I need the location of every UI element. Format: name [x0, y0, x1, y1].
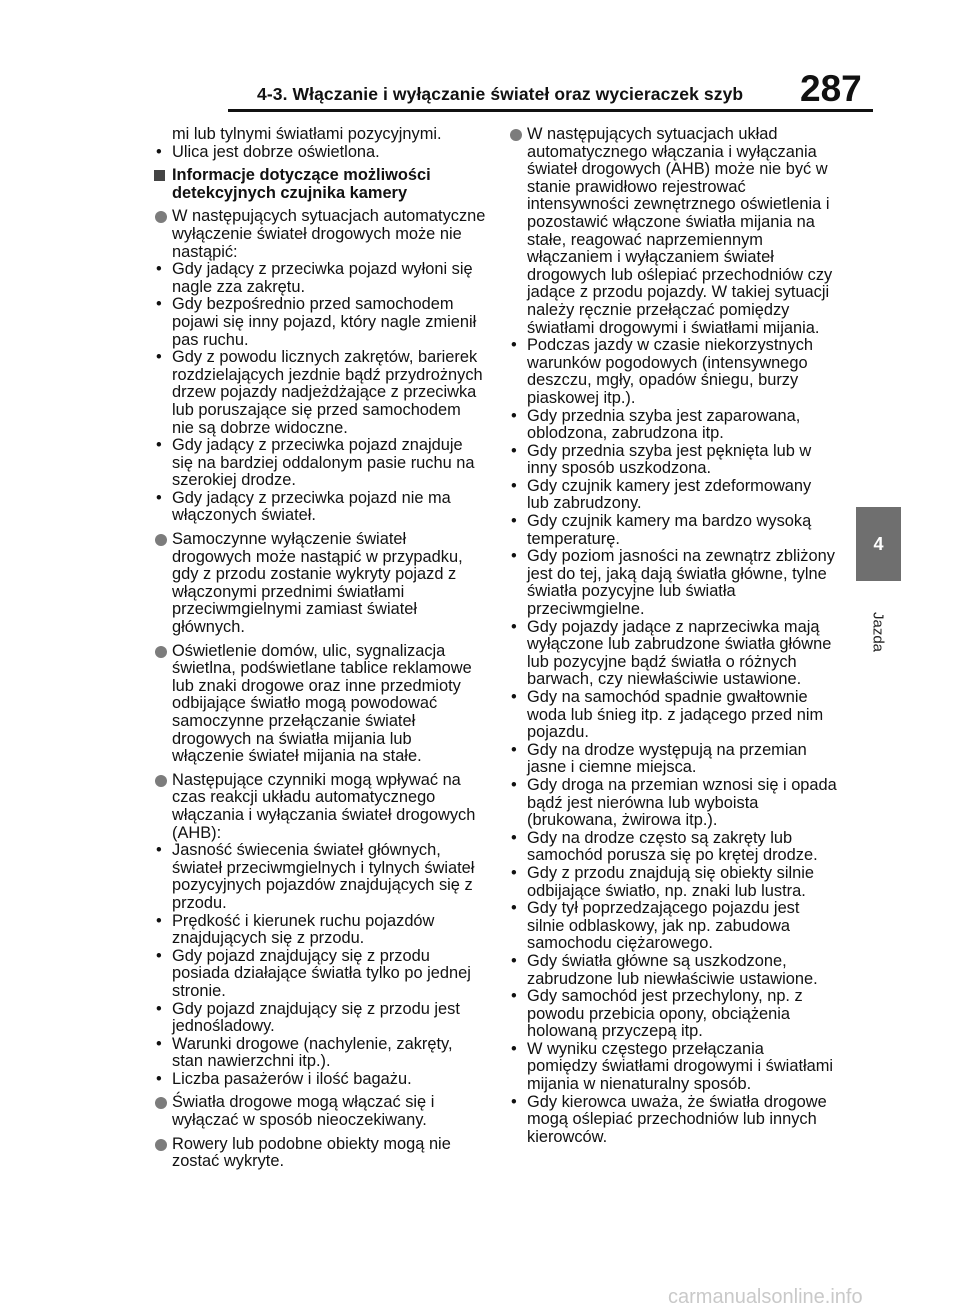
- list-item: • Gdy pojazd znajdujący się z przodu posiada działające światła tylko po jednej stronie.: [152, 948, 487, 1001]
- list-item: • Gdy bezpośrednio przed samochodem pojawi się inny pojazd, który nagle zmienił pas ruchu.: [152, 296, 487, 349]
- left-column: [152, 126, 487, 1171]
- circle-bullet-icon: [155, 534, 167, 546]
- list-item: • Prędkość i kierunek ruchu pojazdów znajdujących się z przodu.: [152, 913, 487, 948]
- info-point-text: W następujących sytuacjach automatyczne wyłączenie świateł drogowych może nie nastąpić:: [172, 207, 486, 261]
- info-point-text: Samoczynne wyłączenie świateł drogowych może nastąpić w przypadku, gdy z przodu zostanie wykryty pojazd z włączonymi przednimi światłami przeciwmgielnymi zamiast świateł głównych.: [172, 530, 463, 637]
- info-point: [152, 531, 487, 637]
- list-item: • Gdy samochód jest przechylony, np. z powodu przebicia opony, obciążenia holowaną przyczepą itp.: [507, 988, 837, 1041]
- page-title: 4-3. Włączanie i wyłączanie świateł oraz wycieraczek szyb: [257, 84, 744, 104]
- info-point-text: Następujące czynniki mogą wpływać na czas reakcji układu automatycznego włączania i wyłączania świateł drogowych (AHB):: [172, 770, 476, 842]
- chapter-tab: 4: [856, 507, 901, 581]
- list-item: • Gdy na samochód spadnie gwałtownie woda lub śnieg itp. z jadącego przed nim pojazdu.: [507, 689, 837, 742]
- info-point: [152, 1094, 487, 1129]
- circle-bullet-icon: [155, 1139, 167, 1151]
- list-item: • Jasność świecenia świateł głównych, świateł przeciwmgielnych i tylnych świateł pozycyjnych pojazdów znajdujących się z przodu.: [152, 842, 487, 912]
- list-item: • Gdy jadący z przeciwka pojazd nie ma włączonych świateł.: [152, 490, 487, 525]
- list-item: • Gdy przednia szyba jest pęknięta lub w inny sposób uszkodzona.: [507, 443, 837, 478]
- info-point: [152, 1136, 487, 1171]
- list-item: • Gdy z przodu znajdują się obiekty silnie odbijające światło, np. znaki lub lustra.: [507, 865, 837, 900]
- list-item: • Gdy na drodze występują na przemian jasne i ciemne miejsca.: [507, 742, 837, 777]
- circle-bullet-icon: [155, 211, 167, 223]
- info-point: [152, 208, 487, 261]
- list-item: • Gdy z powodu licznych zakrętów, barierek rozdzielających jezdnie bądź przydrożnych drzew pojazdy nadjeżdżające z przeciwka lub poruszające się przed samochodem nie są dobrze widoczne.: [152, 349, 487, 437]
- list-item: • Warunki drogowe (nachylenie, zakręty, stan nawierzchni itp.).: [152, 1036, 487, 1071]
- info-point-text: Światła drogowe mogą włączać się i wyłączać w sposób nieoczekiwany.: [172, 1093, 435, 1130]
- list-item: • Gdy czujnik kamery jest zdeformowany lub zabrudzony.: [507, 478, 837, 513]
- list-item: • Gdy droga na przemian wznosi się i opada bądź jest nierówna lub wyboista (brukowana, żwirowa itp.).: [507, 777, 837, 830]
- info-point: [507, 126, 837, 337]
- circle-bullet-icon: [155, 775, 167, 787]
- info-point-text: Oświetlenie domów, ulic, sygnalizacja świetlna, podświetlane tablice reklamowe lub znaki drogowe oraz inne przedmioty odbijające światło mogą powodować samoczynne przełączanie świateł drogowych na światła mijania lub włączenie świateł mijania na stałe.: [172, 641, 472, 766]
- square-bullet-icon: [154, 170, 165, 181]
- list-item: • Gdy na drodze często są zakręty lub samochód porusza się po krętej drodze.: [507, 830, 837, 865]
- list-item: • Podczas jazdy w czasie niekorzystnych warunków pogodowych (intensywnego deszczu, mgły, opadów śniegu, burzy piaskowej itp.).: [507, 337, 837, 407]
- chapter-label-text: Jazda: [869, 611, 887, 653]
- circle-bullet-icon: [155, 1097, 167, 1109]
- list-item: • Gdy tył poprzedzającego pojazdu jest silnie odblaskowy, jak np. zabudowa samochodu ciężarowego.: [507, 900, 837, 953]
- page-header: [0, 0, 960, 120]
- header-rule: [228, 109, 873, 112]
- list-item: • Gdy kierowca uważa, że światła drogowe mogą oślepiać przechodniów lub innych kierowców.: [507, 1094, 837, 1147]
- list-item: • Gdy jadący z przeciwka pojazd znajduje się na bardziej oddalonym pasie ruchu na szerokiej drodze.: [152, 437, 487, 490]
- list-item: • Gdy czujnik kamery ma bardzo wysoką temperaturę.: [507, 513, 837, 548]
- info-point-text: Rowery lub podobne obiekty mogą nie zostać wykryte.: [172, 1134, 451, 1171]
- footer-watermark: carmanualsonline.info: [668, 1286, 863, 1308]
- section-heading-text: Informacje dotyczące możliwości detekcyjnych czujnika kamery: [172, 166, 431, 202]
- circle-bullet-icon: [155, 646, 167, 658]
- list-item: • Gdy światła główne są uszkodzone, zabrudzone lub niewłaściwie ustawione.: [507, 953, 837, 988]
- right-column: [507, 126, 837, 1146]
- info-point-text: W następujących sytuacjach układ automatycznego włączania i wyłączania świateł drogowych (AHB) może nie być w stanie prawidłowo rejestrować intensywności zewnętrznego oświetlenia i pozostawić włączone światła mijania na stałe, reagować naprzemiennym włączaniem i wyłączaniem świateł drogowych lub oślepiać przechodniów czy jadące z przodu pojazdy. W takiej sytuacji należy ręcznie przełączać pomiędzy światłami drogowymi i światłami mijania.: [527, 125, 833, 337]
- info-point: [152, 643, 487, 766]
- circle-bullet-icon: [510, 129, 522, 141]
- list-item: • Gdy jadący z przeciwka pojazd wyłoni się nagle zza zakrętu.: [152, 261, 487, 296]
- chapter-label: [867, 592, 889, 672]
- list-item: • Gdy pojazd znajdujący się z przodu jest jednośladowy.: [152, 1001, 487, 1036]
- info-point: [152, 772, 487, 842]
- list-item: • Liczba pasażerów i ilość bagażu.: [152, 1071, 487, 1089]
- section-heading: [152, 167, 487, 202]
- list-item: • W wyniku częstego przełączania pomiędzy światłami drogowymi i światłami mijania w nienaturalny sposób.: [507, 1041, 837, 1094]
- list-item: • Gdy poziom jasności na zewnątrz zbliżony jest do tej, jaką dają światła główne, tylne światła pozycyjne lub światła przeciwmgielne.: [507, 548, 837, 618]
- list-item: • Gdy przednia szyba jest zaparowana, oblodzona, zabrudzona itp.: [507, 408, 837, 443]
- list-item: • Gdy pojazdy jadące z naprzeciwka mają wyłączone lub zabrudzone światła główne lub pozycyjne bądź światła o różnych barwach, czy niewłaściwie ustawione.: [507, 619, 837, 689]
- list-item: • Ulica jest dobrze oświetlona.: [152, 144, 487, 162]
- continued-text: mi lub tylnymi światłami pozycyjnymi.: [172, 125, 442, 143]
- page-number: 287: [800, 68, 862, 109]
